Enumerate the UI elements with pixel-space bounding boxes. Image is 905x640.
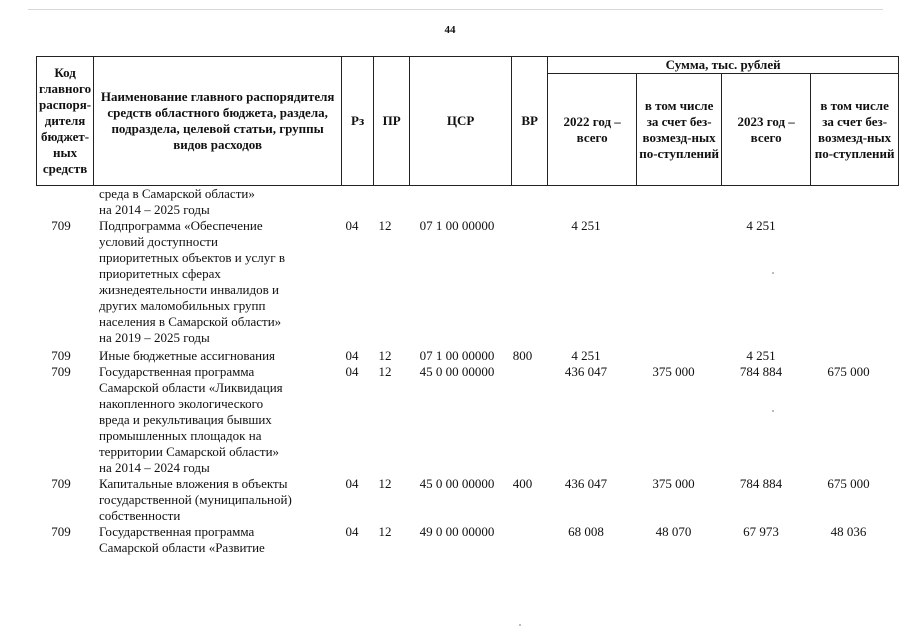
scan-speck — [772, 410, 774, 412]
row-pr: 12 — [378, 364, 392, 379]
row-sum-2022: 68 008 — [568, 524, 604, 539]
row-name: Иные бюджетные ассигнования — [99, 348, 276, 363]
header-2022-grants: в том числе за счет без-возмезд-ных по-ступлений — [637, 74, 722, 186]
row-code: 709 — [51, 524, 71, 539]
header-2022-total: 2022 год – всего — [548, 74, 637, 186]
row-rz: 04 — [345, 348, 359, 363]
table-row — [36, 186, 891, 218]
row-rz: 04 — [345, 364, 359, 379]
table-row — [36, 348, 891, 364]
row-sum-2023: 784 884 — [739, 364, 783, 379]
row-csr: 07 1 00 00000 — [419, 218, 495, 233]
row-sum-2022: 436 047 — [564, 476, 608, 491]
row-grants-2022: 48 070 — [655, 524, 692, 539]
row-grants-2023: 675 000 — [827, 364, 870, 379]
row-sum-2023: 4 251 — [746, 348, 776, 363]
row-grants-2022: 375 000 — [652, 364, 695, 379]
scan-speck — [772, 272, 774, 274]
table-row — [36, 476, 891, 524]
row-code: 709 — [51, 364, 71, 379]
row-csr: 07 1 00 00000 — [419, 348, 495, 363]
row-csr: 49 0 00 00000 — [419, 524, 495, 539]
row-code: 709 — [51, 476, 71, 491]
header-csr: ЦСР — [410, 57, 512, 186]
row-code: 709 — [51, 218, 71, 233]
row-name: среда в Самарской области» на 2014 – 2025 годы — [99, 186, 255, 217]
header-2023-total: 2023 год – всего — [722, 74, 811, 186]
row-name: Государственная программа Самарской области «Ликвидация накопленного экологического вреда и рекультивация бывших промышленных площадок на территории Самарской области» на 2014 – 2024 годы — [99, 364, 283, 475]
row-sum-2022: 4 251 — [571, 218, 601, 233]
table-body — [36, 186, 891, 556]
header-sum-group: Сумма, тыс. рублей — [548, 57, 899, 74]
table-row — [36, 218, 891, 346]
row-rz: 04 — [345, 524, 359, 539]
row-code: 709 — [51, 348, 71, 363]
row-pr: 12 — [378, 348, 392, 363]
row-vr: 400 — [512, 476, 533, 491]
page-number: 44 — [444, 24, 456, 36]
row-vr: 800 — [512, 348, 533, 363]
row-sum-2023: 784 884 — [739, 476, 783, 491]
table-header — [36, 56, 899, 186]
top-scan-rule — [28, 9, 883, 10]
row-pr: 12 — [378, 524, 392, 539]
row-pr: 12 — [378, 476, 392, 491]
table-row — [36, 364, 891, 476]
row-name: Капитальные вложения в объекты государственной (муниципальной) собственности — [99, 476, 292, 523]
row-sum-2022: 436 047 — [564, 364, 608, 379]
scan-speck — [519, 624, 521, 626]
row-name: Подпрограмма «Обеспечение условий доступности приоритетных объектов и услуг в приоритетных сферах жизнедеятельности инвалидов и других маломобильных групп населения в Самарской области» на 2019 – 2025 годы — [99, 218, 285, 345]
row-grants-2022: 375 000 — [652, 476, 695, 491]
header-pr: ПР — [374, 57, 410, 186]
row-grants-2023: 675 000 — [827, 476, 870, 491]
row-rz: 04 — [345, 218, 359, 233]
header-rz: Рз — [342, 57, 374, 186]
row-grants-2023: 48 036 — [830, 524, 867, 539]
header-name: Наименование главного распорядителя средств областного бюджета, раздела, подраздела, целевой статьи, группы видов расходов — [94, 57, 342, 186]
header-2023-grants: в том числе за счет без-возмезд-ных по-ступлений — [811, 74, 899, 186]
row-csr: 45 0 00 00000 — [419, 364, 495, 379]
row-sum-2022: 4 251 — [571, 348, 601, 363]
row-name: Государственная программа Самарской области «Развитие — [99, 524, 265, 555]
table-row — [36, 524, 891, 556]
row-rz: 04 — [345, 476, 359, 491]
header-code: Код главного распоря-дителя бюджет-ных средств — [37, 57, 94, 186]
row-sum-2023: 4 251 — [746, 218, 776, 233]
row-pr: 12 — [378, 218, 392, 233]
row-csr: 45 0 00 00000 — [419, 476, 495, 491]
row-sum-2023: 67 973 — [743, 524, 779, 539]
header-vr: ВР — [512, 57, 548, 186]
